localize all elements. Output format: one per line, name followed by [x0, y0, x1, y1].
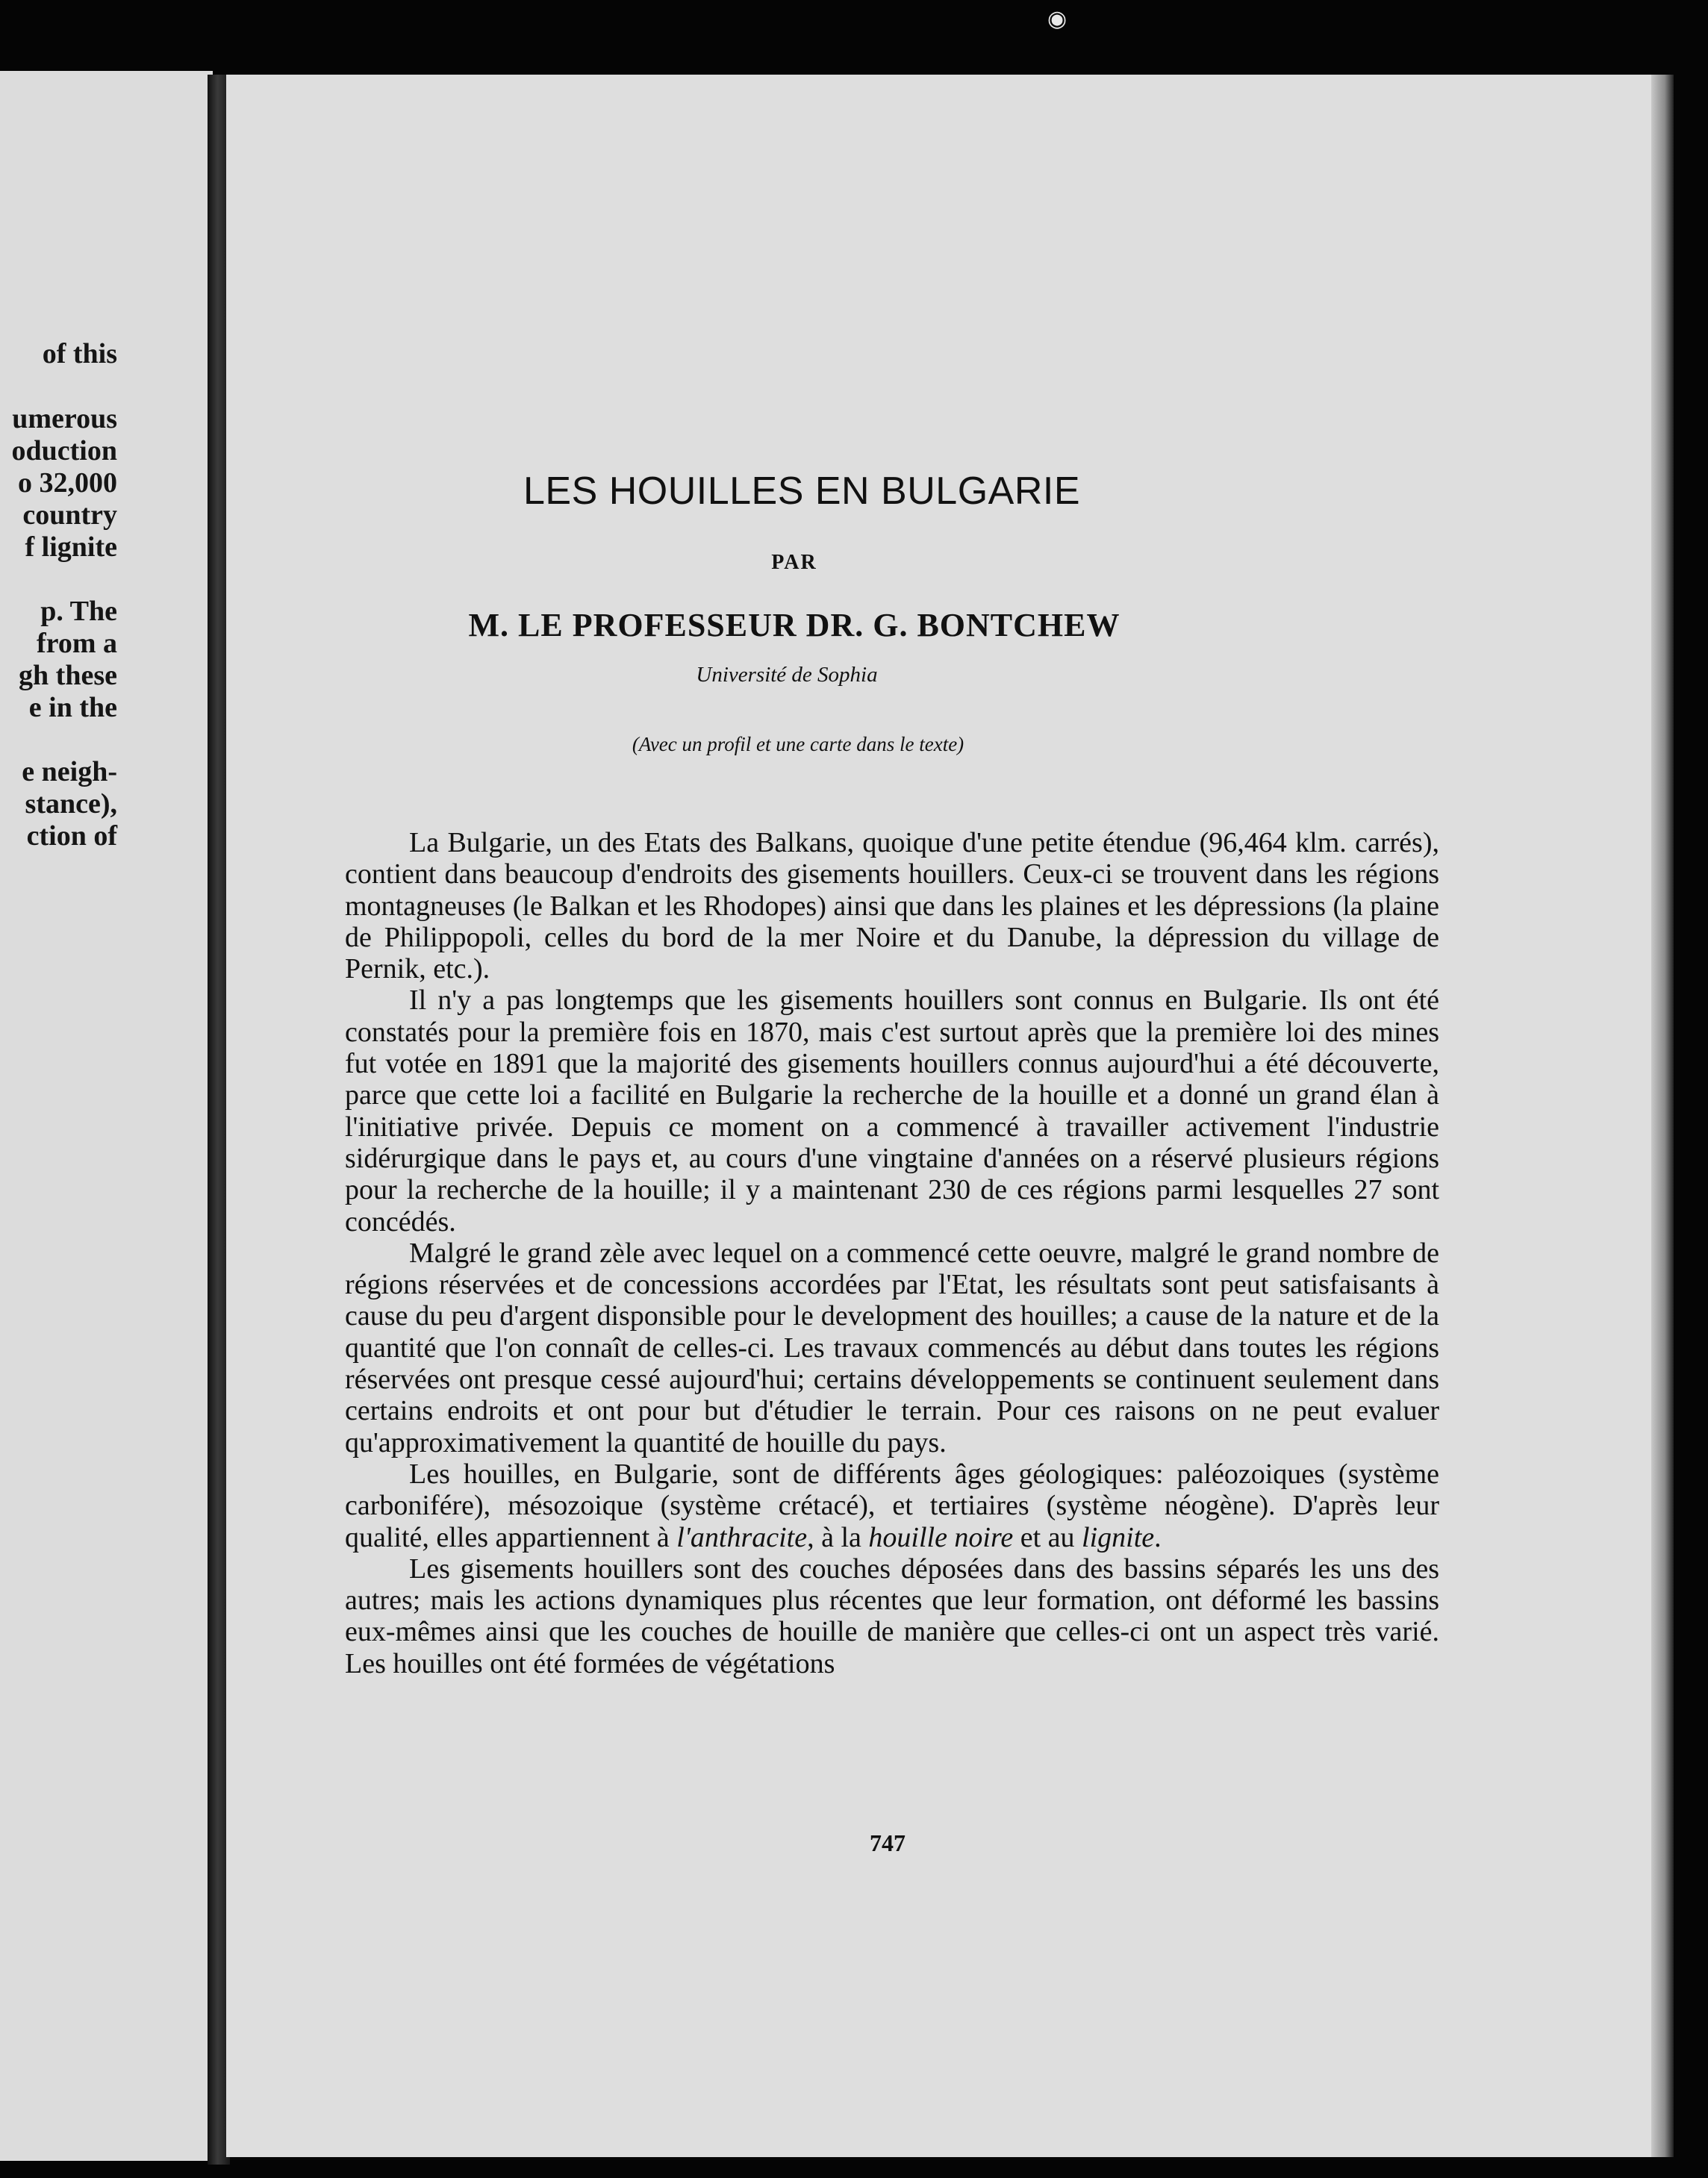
- article-body: [345, 827, 1439, 1679]
- left-line: oduction: [11, 435, 117, 467]
- left-line: stance),: [25, 788, 117, 820]
- paragraph: La Bulgarie, un des Etats des Balkans, quoique d'une petite étendue (96,464 klm. carrés), contient dans beaucoup d'endroits des gisements houillers. Ceux-ci se trouvent dans les régions montagneuses (le Balkan et les Rhodopes) ainsi que dans les plaines et les dépressions (la plaine de Philippopoli, celles du bord de la mer Noire et du Danube, la dépression du village de Pernik, etc.).: [345, 827, 1439, 985]
- left-line: p. The: [40, 596, 117, 627]
- figure-note: (Avec un profil et une carte dans le texte): [632, 733, 964, 755]
- byline-par: PAR: [771, 551, 817, 574]
- author-name: M. LE PROFESSEUR DR. G. BONTCHEW: [468, 607, 1121, 643]
- paragraph: Malgré le grand zèle avec lequel on a commencé cette oeuvre, malgré le grand nombre de régions réservées et de concessions accordées par l'Etat, les résultats sont peut satisfaisants à cause du peu d'argent disponsible pour le development des houilles; a cause de la nature et de la quantité que l'on connaît de celles-ci. Les travaux commencés au début dans toutes les régions réservées ont presque cessé aujourd'hui; certains développements se continuent seulement dans certains endroits et ont pour but d'étudier le terrain. Pour ces raisons on ne peut evaluer qu'approximativement la quantité de houille du pays.: [345, 1237, 1439, 1458]
- film-mark-icon: ◉: [1047, 6, 1068, 32]
- affiliation: Université de Sophia: [696, 663, 878, 687]
- paragraph-text: , à la: [807, 1521, 869, 1553]
- paragraph: Les gisements houillers sont des couches déposées dans des bassins séparés les uns des autres; mais les actions dynamiques plus récentes que leur formation, ont déformé les bassins eux-mêmes ainsi que les couches de houille de manière que celles-ci ont un aspect très varié. Les houilles ont été formées de végétations: [345, 1553, 1439, 1679]
- paragraph-text: et au: [1013, 1521, 1082, 1553]
- left-line: e in the: [28, 692, 117, 723]
- paragraph-text: .: [1154, 1521, 1162, 1553]
- emphasis: lignite: [1082, 1521, 1155, 1553]
- article-title: LES HOUILLES EN BULGARIE: [523, 469, 1081, 513]
- page-number: 747: [870, 1829, 906, 1856]
- left-line: gh these: [19, 660, 117, 691]
- emphasis: houille noire: [868, 1521, 1014, 1553]
- left-line: f lignite: [25, 531, 117, 563]
- paragraph-text: Les houilles, en Bulgarie, sont de différents âges géologiques: paléozoiques (système carbonifére), mésozoique (système crétacé), et tertiaires (système néogène). D'après leur qualité, elles appartiennent à: [345, 1458, 1439, 1553]
- paragraph: [345, 1458, 1439, 1553]
- left-line: from a: [37, 628, 117, 659]
- emphasis: l'anthracite: [676, 1521, 808, 1553]
- left-line: e neigh-: [22, 756, 117, 787]
- left-line: umerous: [12, 403, 117, 434]
- paragraph: Il n'y a pas longtemps que les gisements houillers sont connus en Bulgarie. Ils ont été constatés pour la première fois en 1870, mais c'est surtout après que la première loi des mines fut votée en 1891 que la majorité des gisements houillers connus aujourd'hui a été découverte, parce que cette loi a facilité en Bulgarie la recherche de la houille et a donné un grand élan à l'initiative privée. Depuis ce moment on a commencé à travailler activement l'industrie sidérurgique dans le pays et, au cours d'une vingtaine d'années on a réservé plusieurs régions pour la recherche de la houille; il y a maintenant 230 de ces régions parmi lesquelles 27 sont concédés.: [345, 985, 1439, 1238]
- left-line: of this: [42, 338, 117, 369]
- left-line: o 32,000: [18, 467, 117, 499]
- left-line: country: [22, 499, 117, 531]
- left-line: ction of: [26, 820, 117, 852]
